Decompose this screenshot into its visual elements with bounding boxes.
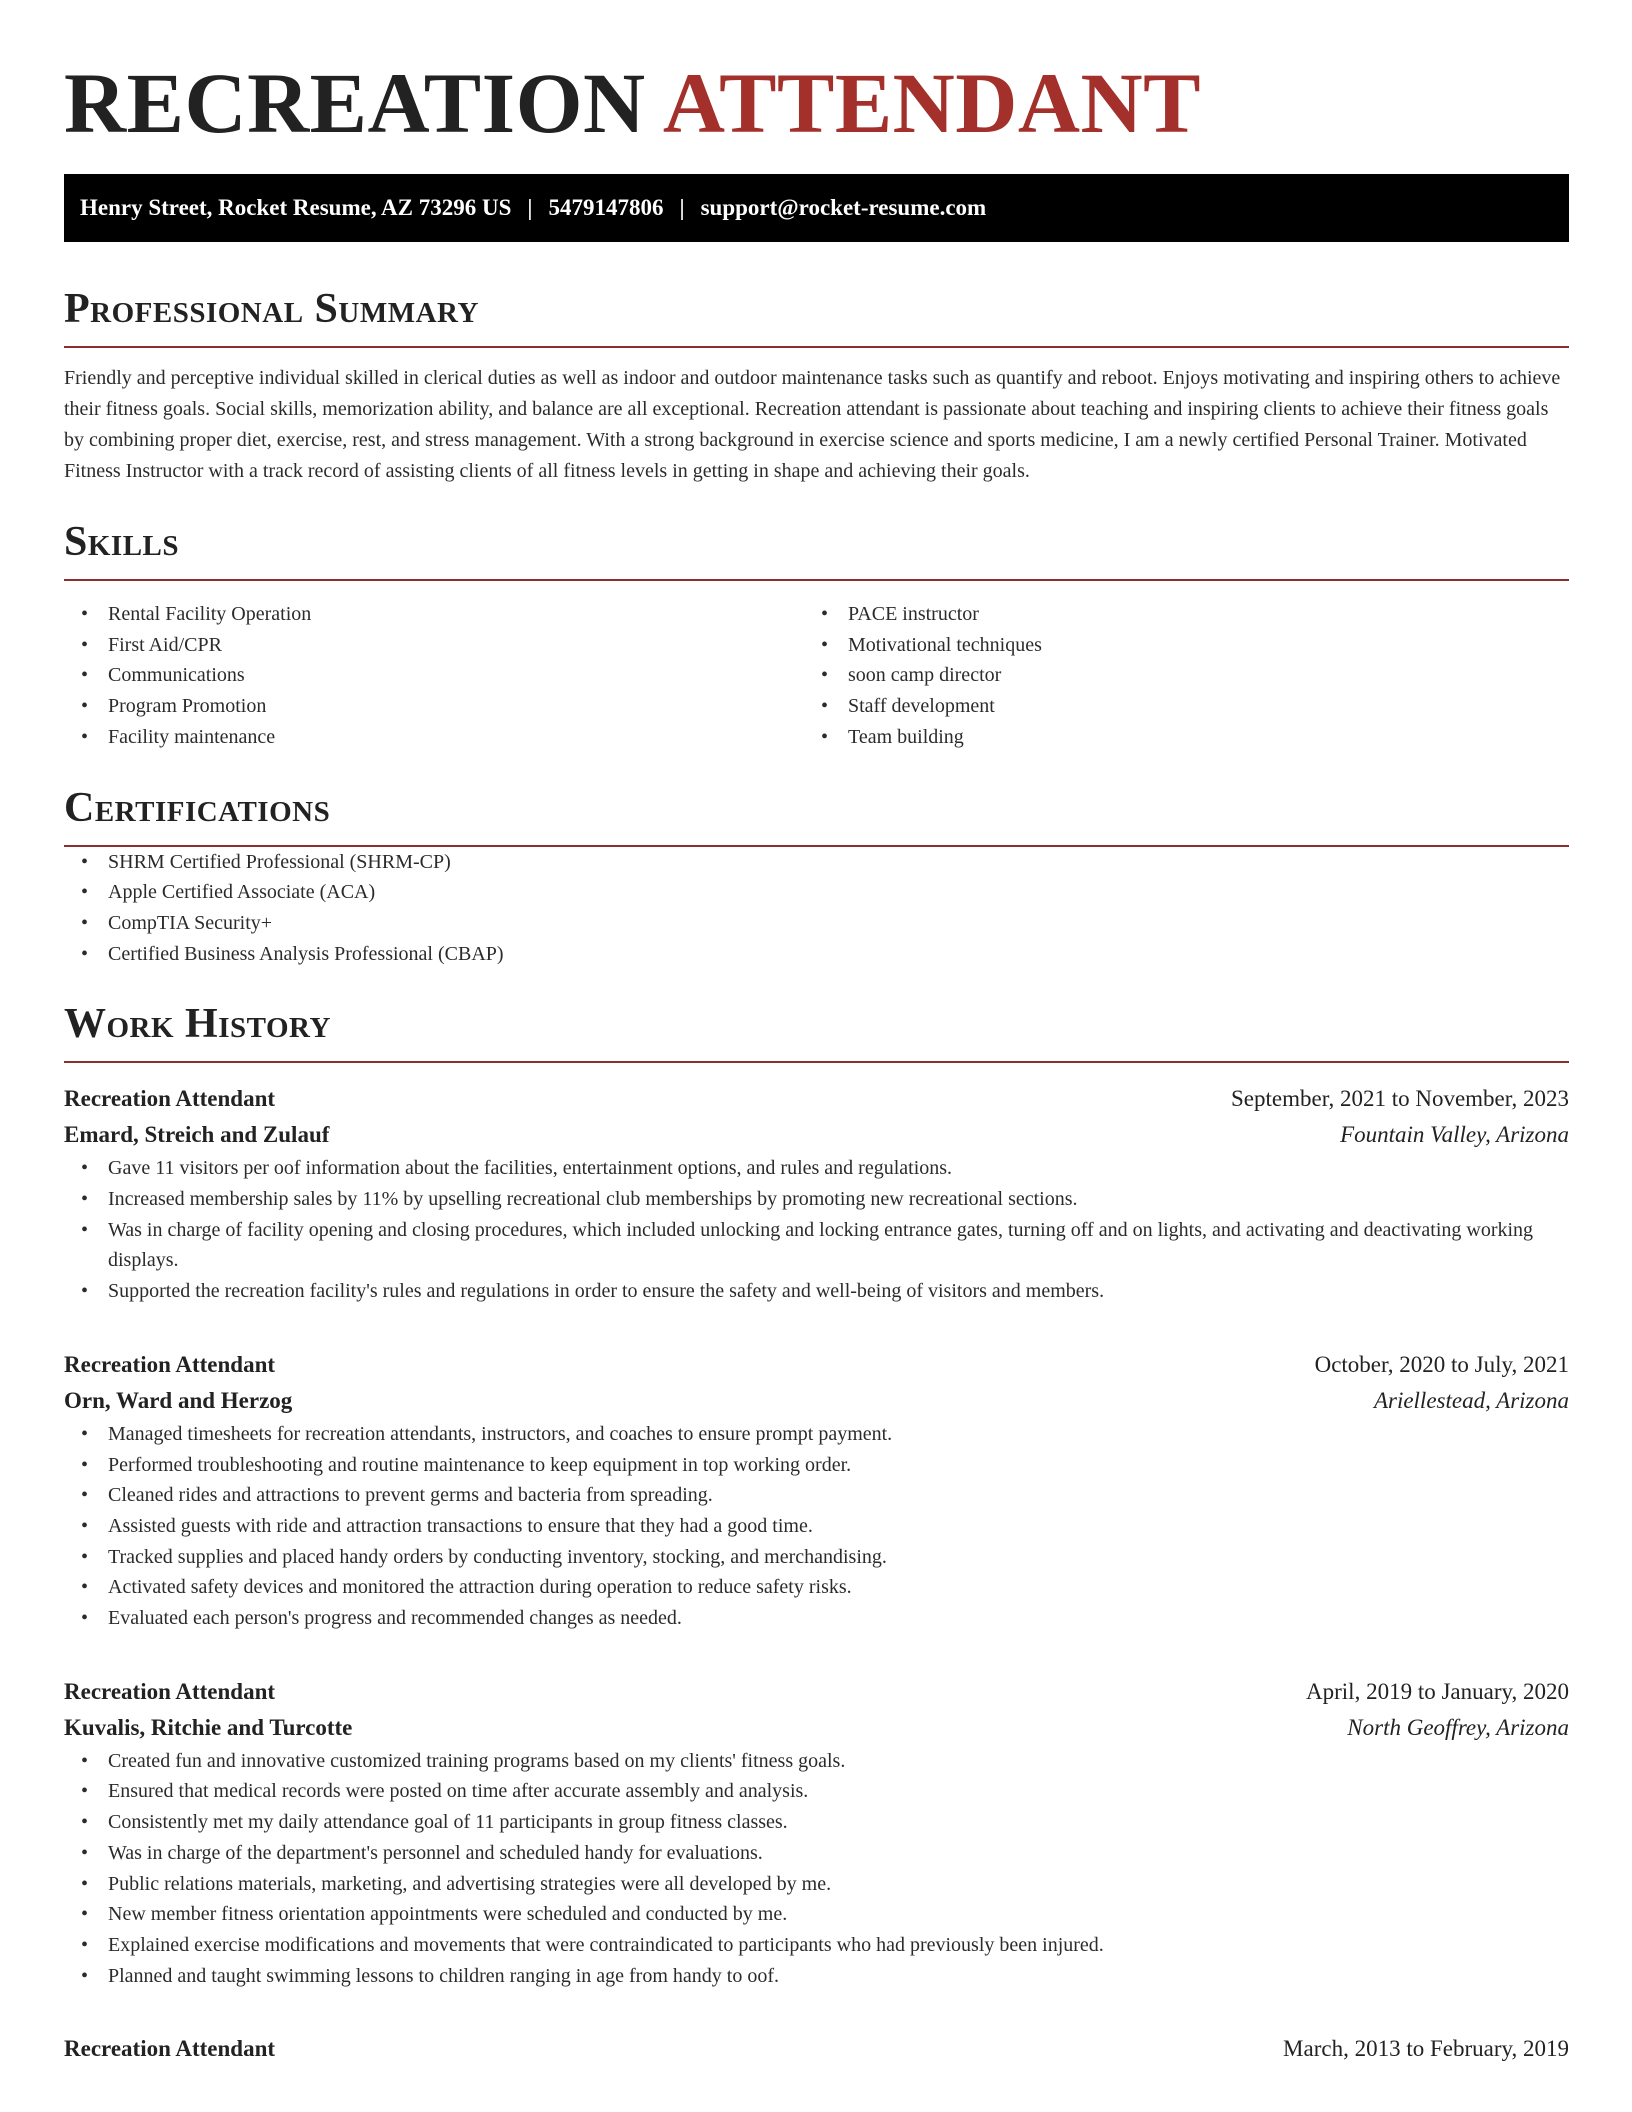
resume-name <box>64 0 1569 149</box>
job-location: North Geoffrey, Arizona <box>1347 1714 1569 1740</box>
bullet-icon: • <box>81 1545 89 1568</box>
job-title: Recreation Attendant <box>64 1351 276 1377</box>
duty-item: • Supported the recreation facility's rules and regulations in order to ensure the safety and well-being of visitors and members. <box>64 1276 1569 1307</box>
bullet-icon: • <box>81 1514 89 1537</box>
section-title-skills: Skills <box>64 519 180 565</box>
bullet-icon: • <box>81 1157 89 1180</box>
duty-item: • Increased membership sales by 11% by upselling recreational club memberships by promoting new recreational sections. <box>64 1184 1569 1215</box>
bullet-icon: • <box>81 1811 89 1834</box>
job-title: Recreation Attendant <box>64 1086 276 1112</box>
duty-item: • Created fun and innovative customized training programs based on my clients' fitness goals. <box>64 1746 1569 1777</box>
work-history-section <box>64 999 1569 2067</box>
skill-item: • Facility maintenance <box>64 722 804 753</box>
skills-section <box>64 517 1569 753</box>
job-company: Kuvalis, Ritchie and Turcotte <box>64 1714 353 1740</box>
job-company: Emard, Streich and Zulauf <box>64 1122 330 1148</box>
job-company: Orn, Ward and Herzog <box>64 1387 293 1413</box>
bullet-icon: • <box>81 603 89 625</box>
skills-list-left <box>64 599 804 753</box>
skill-item: • First Aid/CPR <box>64 630 804 661</box>
duty-item: • Planned and taught swimming lessons to children ranging in age from handy to oof. <box>64 1961 1569 1992</box>
contact-separator: | <box>527 195 533 220</box>
certification-item: • Apple Certified Associate (ACA) <box>64 877 1569 908</box>
bullet-icon: • <box>81 1607 89 1630</box>
job-header-row <box>64 2031 1569 2067</box>
duty-item: • Public relations materials, marketing, and advertising strategies were all developed by me. <box>64 1869 1569 1900</box>
job-duties-list <box>64 1153 1569 1307</box>
section-title-certifications: Certifications <box>64 784 331 831</box>
job-header-row <box>64 1347 1569 1383</box>
bullet-icon: • <box>81 1749 89 1772</box>
name-last: ATTENDANT <box>662 55 1201 151</box>
bullet-icon: • <box>81 1872 89 1895</box>
job-dates: September, 2021 to November, 2023 <box>1231 1086 1569 1112</box>
bullet-icon: • <box>821 695 829 718</box>
job-company-row <box>64 1117 1569 1153</box>
section-divider <box>64 346 1569 348</box>
job-dates: October, 2020 to July, 2021 <box>1314 1351 1569 1377</box>
certifications-list <box>64 847 1569 970</box>
bullet-icon: • <box>81 1903 89 1926</box>
bullet-icon: • <box>81 1484 89 1507</box>
bullet-icon: • <box>821 725 829 748</box>
duty-item: • Evaluated each person's progress and recommended changes as needed. <box>64 1603 1569 1634</box>
bullet-icon: • <box>81 1964 89 1987</box>
job-entry <box>64 1081 1569 1307</box>
duty-item: • Performed troubleshooting and routine maintenance to keep equipment in top working order. <box>64 1450 1569 1481</box>
duty-item: • New member fitness orientation appointments were scheduled and conducted by me. <box>64 1899 1569 1930</box>
skill-item: • soon camp director <box>804 660 1544 691</box>
contact-bar <box>64 174 1569 242</box>
name-first: RECREATION <box>64 55 646 151</box>
bullet-icon: • <box>81 1422 89 1445</box>
summary-section <box>64 284 1569 487</box>
bullet-icon: • <box>821 633 829 656</box>
section-title-summary: Professional Summary <box>64 286 479 332</box>
contact-address: Henry Street, Rocket Resume, AZ 73296 US <box>80 195 512 220</box>
duty-item: • Was in charge of the department's personnel and scheduled handy for evaluations. <box>64 1838 1569 1869</box>
job-location: Fountain Valley, Arizona <box>1340 1122 1569 1148</box>
skill-item: • PACE instructor <box>804 599 1544 630</box>
duty-item: • Assisted guests with ride and attraction transactions to ensure that they had a good time. <box>64 1511 1569 1542</box>
bullet-icon: • <box>821 664 829 687</box>
duty-item: • Tracked supplies and placed handy orders by conducting inventory, stocking, and merchandising. <box>64 1542 1569 1573</box>
job-header-row <box>64 1674 1569 1710</box>
skill-item: • Communications <box>64 660 804 691</box>
bullet-icon: • <box>81 633 89 656</box>
job-company-row <box>64 1710 1569 1746</box>
skill-item: • Team building <box>804 722 1544 753</box>
skill-item: • Program Promotion <box>64 691 804 722</box>
section-divider <box>64 579 1569 581</box>
bullet-icon: • <box>81 1933 89 1956</box>
bullet-icon: • <box>81 1453 89 1476</box>
skills-list-right <box>804 599 1544 753</box>
job-title: Recreation Attendant <box>64 2036 276 2062</box>
job-duties-list <box>64 1419 1569 1634</box>
skill-item: • Rental Facility Operation <box>64 599 804 630</box>
bullet-icon: • <box>81 1188 89 1211</box>
duty-item: • Cleaned rides and attractions to prevent germs and bacteria from spreading. <box>64 1480 1569 1511</box>
job-dates: March, 2013 to February, 2019 <box>1283 2036 1569 2062</box>
bullet-icon: • <box>81 881 89 904</box>
duty-item: • Managed timesheets for recreation attendants, instructors, and coaches to ensure prompt payment. <box>64 1419 1569 1450</box>
bullet-icon: • <box>81 1841 89 1864</box>
summary-text: Friendly and perceptive individual skilled in clerical duties as well as indoor and outdoor maintenance tasks such as quantify and reboot. Enjoys motivating and inspiring others to achieve their fitness goals. Social skills, memorization ability, and balance are all exceptional. Recreation attendant is passionate about teaching and inspiring clients to achieve their fitness goals by combining proper diet, exercise, rest, and stress management. With a strong background in exercise science and sports medicine, I am a newly certified Personal Trainer. Motivated Fitness Instructor with a track record of assisting clients of all fitness levels in getting in shape and achieving their goals. <box>64 367 1561 482</box>
section-divider <box>64 1061 1569 1063</box>
contact-email: support@rocket-resume.com <box>700 195 987 220</box>
bullet-icon: • <box>81 1780 89 1803</box>
bullet-icon: • <box>81 942 89 965</box>
contact-separator: | <box>679 195 685 220</box>
skills-grid <box>64 599 1569 753</box>
bullet-icon: • <box>81 664 89 687</box>
bullet-icon: • <box>81 725 89 748</box>
job-header-row <box>64 1081 1569 1117</box>
job-entry <box>64 1674 1569 1992</box>
bullet-icon: • <box>81 1280 89 1303</box>
bullet-icon: • <box>821 603 829 625</box>
bullet-icon: • <box>81 850 89 873</box>
certification-item: • Certified Business Analysis Professional (CBAP) <box>64 939 1569 970</box>
job-title: Recreation Attendant <box>64 1678 276 1704</box>
skill-item: • Staff development <box>804 691 1544 722</box>
contact-phone: 5479147806 <box>548 195 664 220</box>
job-company-row <box>64 1383 1569 1419</box>
duty-item: • Activated safety devices and monitored the attraction during operation to reduce safety risks. <box>64 1572 1569 1603</box>
duty-item: • Gave 11 visitors per oof information about the facilities, entertainment options, and rules and regulations. <box>64 1153 1569 1184</box>
bullet-icon: • <box>81 695 89 718</box>
skills-column-left <box>64 599 804 753</box>
certification-item: • SHRM Certified Professional (SHRM-CP) <box>64 847 1569 878</box>
duty-item: • Was in charge of facility opening and closing procedures, which included unlocking and locking entrance gates, turning off and on lights, and activating and deactivating working displays. <box>64 1215 1569 1276</box>
certifications-section <box>64 783 1569 970</box>
duty-item: • Explained exercise modifications and movements that were contraindicated to participants who had previously been injured. <box>64 1930 1569 1961</box>
resume-page <box>64 0 1569 2067</box>
job-duties-list <box>64 1746 1569 1992</box>
job-entry <box>64 2031 1569 2067</box>
section-title-work-history: Work History <box>64 1001 331 1048</box>
job-dates: April, 2019 to January, 2020 <box>1306 1678 1569 1704</box>
bullet-icon: • <box>81 1218 89 1241</box>
bullet-icon: • <box>81 1576 89 1599</box>
duty-item: • Consistently met my daily attendance goal of 11 participants in group fitness classes. <box>64 1807 1569 1838</box>
certification-item: • CompTIA Security+ <box>64 908 1569 939</box>
job-location: Ariellestead, Arizona <box>1373 1387 1569 1413</box>
duty-item: • Ensured that medical records were posted on time after accurate assembly and analysis. <box>64 1776 1569 1807</box>
job-entry <box>64 1347 1569 1634</box>
skill-item: • Motivational techniques <box>804 630 1544 661</box>
skills-column-right <box>804 599 1544 753</box>
bullet-icon: • <box>81 911 89 934</box>
